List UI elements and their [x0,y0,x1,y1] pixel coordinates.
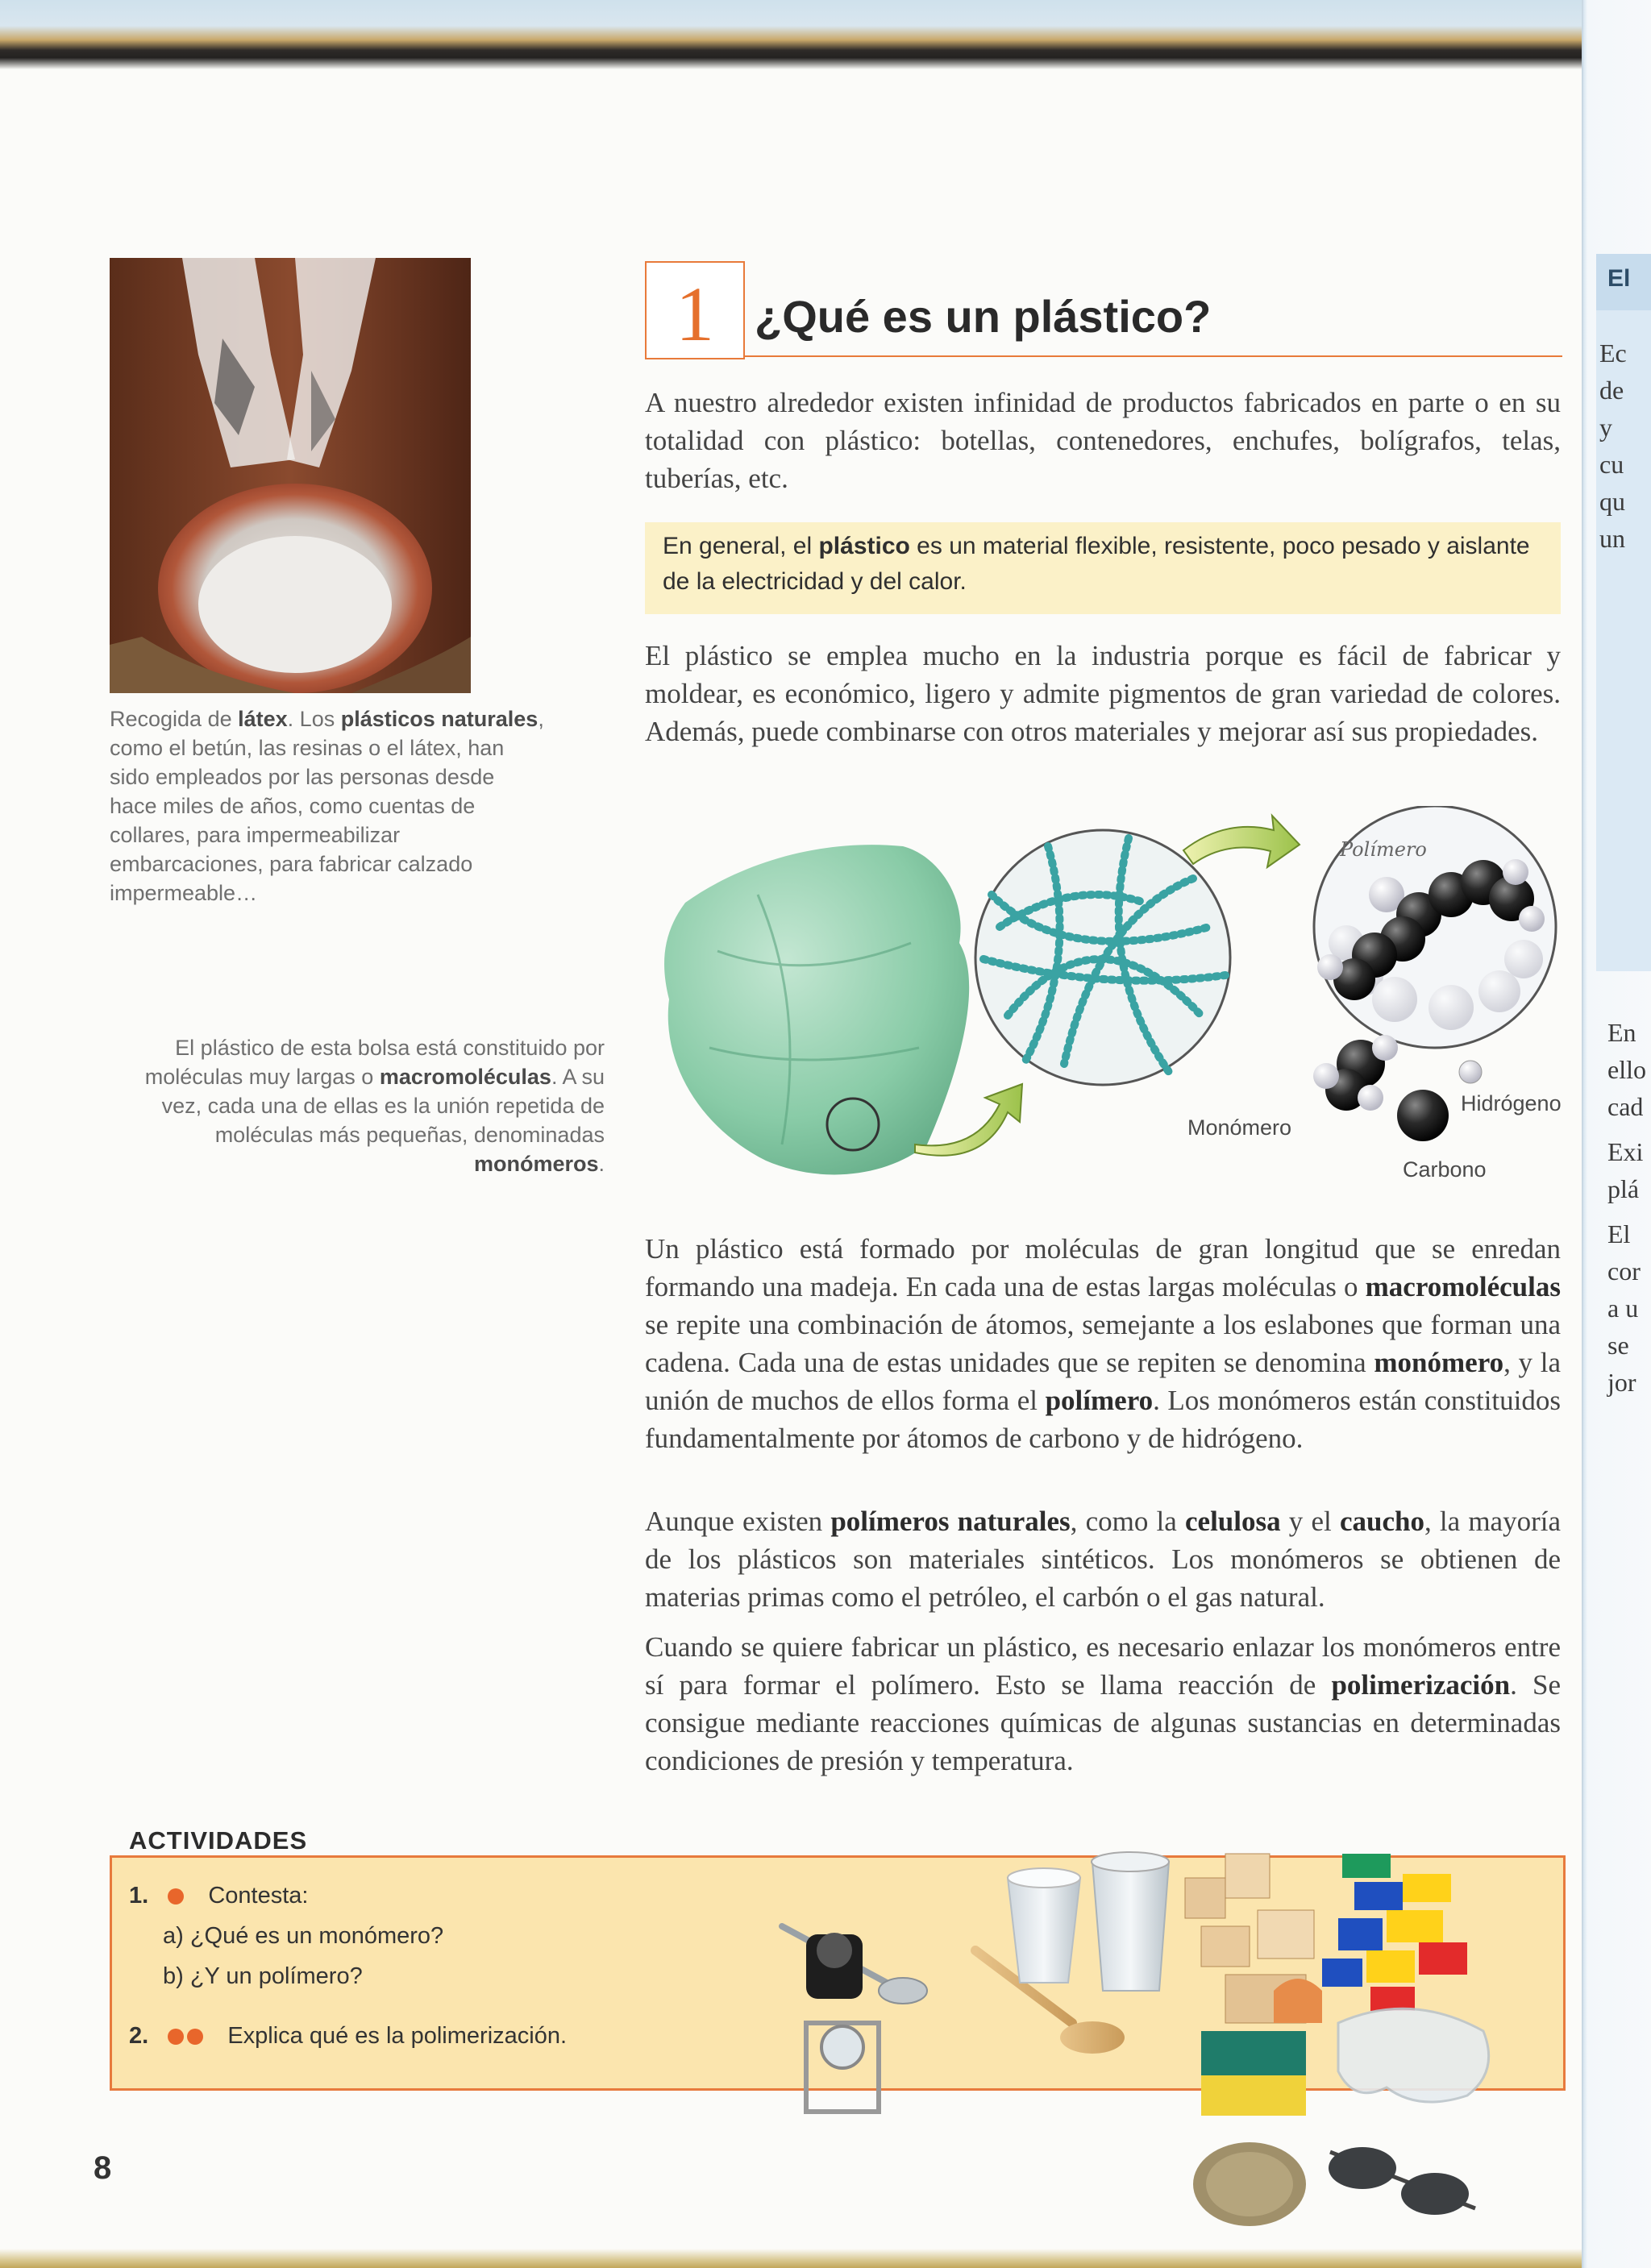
facing-page-text [1607,1014,1646,1401]
paragraph-part: se repite una combinación de átomos, semejante a los eslabones que forman una cadena. Cada una de estas unidades que se repiten se denomina [645,1309,1561,1378]
paragraph-bold: polímeros naturales [830,1506,1071,1537]
facing-heading-text: El [1607,265,1631,292]
facing-line: se [1607,1331,1629,1360]
facing-line: En [1607,1018,1636,1047]
caption-text: , como el betún, las resinas o el látex, han sido empleados por las personas desde hace miles de años, como cuentas de collares, para impermeabilizar embarcaciones, para fabricar calzado impermeable… [110,707,544,905]
polymer-illustration [645,806,1572,1201]
paragraph-bold: caucho [1339,1506,1424,1537]
scan-top-edge [0,0,1651,64]
paragraph-part: Cuando se quiere fabricar un plástico, es necesario enlazar los monómeros entre sí para formar el polímero. Esto se llama reacción de [645,1631,1561,1701]
caption-bold: macromoléculas [379,1065,551,1089]
facing-page-heading [1596,254,1651,310]
facing-box-line: un [1599,524,1625,553]
heading-rule [743,355,1562,357]
natural-polymers-paragraph [645,1502,1561,1616]
scan-top-shadow [0,58,1651,69]
scan-bottom-edge [0,2249,1651,2268]
section-number-box [645,261,745,359]
paragraph-bold: macromoléculas [1365,1271,1561,1302]
plastic-objects-photo [774,1830,1540,2233]
paragraph-part: . Los monómeros están constituidos fundamentalmente por átomos de carbono y de hidrógeno. [645,1385,1561,1454]
paragraph-bold: celulosa [1185,1506,1281,1537]
activity-1a: a) ¿Qué es un monómero? [163,1923,444,1949]
difficulty-dot-icon [168,2029,184,2045]
bag-caption [137,1033,605,1178]
page-number: 8 [94,2150,112,2186]
caption-text: El plástico de esta bolsa está constituido por moléculas muy largas o [144,1036,605,1089]
monomer-label: Monómero [1187,1115,1292,1140]
paragraph-part: Un plástico está formado por moléculas de gran longitud que se enredan formando una madeja. En cada una de estas largas moléculas o [645,1233,1561,1302]
caption-bold: plásticos naturales [340,707,539,731]
intro-paragraph: A nuestro alrededor existen infinidad de productos fabricados en parte o en su totalidad con plástico: botellas, contenedores, enchufes, bolígrafos, telas, tuberías, etc. [645,387,1561,494]
paragraph-part: Aunque existen [645,1506,831,1537]
facing-line: El [1607,1219,1631,1248]
paragraph-part: , la mayoría de los plásticos son materiales sintéticos. Los monómeros se obtienen de materias primas como el petróleo, el carbón o el gas natural. [645,1506,1561,1613]
facing-box-line: cu [1599,450,1624,479]
caption-text: . [598,1152,605,1176]
handwritten-note: Polímero [1340,838,1427,861]
paragraph-part: , y la unión de muchos de ellos forma el [645,1347,1562,1416]
polymerization-paragraph [645,1628,1561,1780]
hydrogen-atom [1459,1061,1482,1083]
facing-line: jor [1607,1368,1636,1397]
facing-line: cor [1607,1257,1641,1286]
activity-1b: b) ¿Y un polímero? [163,1963,363,1989]
facing-page-box [1596,254,1651,971]
paragraph-bold: polímero [1045,1385,1154,1416]
latex-caption [110,704,545,908]
paragraph-part: . Se consigue mediante reacciones químicas de algunas sustancias en determinadas condiciones de presión y temperatura. [645,1669,1562,1776]
caption-text: . Los [287,707,341,731]
activities-title: ACTIVIDADES [129,1826,308,1855]
facing-box-line: Ec [1599,339,1627,368]
facing-line: cad [1607,1092,1644,1121]
difficulty-dot-icon [187,2029,203,2045]
facing-box-line: de [1599,376,1624,405]
caption-text: . A su vez, cada una de ellas es la unión repetida de moléculas más pequeñas, denominadas [161,1065,605,1147]
section-title: ¿Qué es un plástico? [755,291,1212,342]
activity-label: Explica qué es la polimerización. [227,2023,568,2049]
definition-part: En general, el [663,533,819,559]
polymer-paragraph [645,1230,1561,1457]
paragraph-part: , como la [1070,1506,1185,1537]
activity-2 [129,2023,567,2050]
carbon-atom [1397,1090,1449,1141]
activity-number: 1. [129,1883,149,1909]
hydrogen-label: Hidrógeno [1461,1091,1562,1115]
facing-box-line: qu [1599,487,1625,516]
facing-box-line: y [1599,413,1612,442]
definition-bold: plástico [818,533,910,559]
carbon-label: Carbono [1403,1157,1487,1182]
definition-text [663,529,1557,600]
caption-text: Recogida de [110,707,239,731]
activity-1 [129,1883,308,1909]
facing-line: plá [1607,1174,1640,1203]
caption-bold: látex [238,707,288,731]
difficulty-dot-icon [168,1888,184,1905]
activity-number: 2. [129,2023,149,2049]
section-number: 1 [676,271,714,357]
paragraph-bold: polimerización [1331,1669,1511,1701]
paragraph-part: y el [1280,1506,1340,1537]
facing-line: a u [1607,1294,1639,1323]
caption-bold: monómeros [473,1152,599,1176]
activity-label: Contesta: [208,1883,309,1909]
facing-line: Exi [1607,1137,1644,1166]
paragraph-bold: monómero [1374,1347,1504,1378]
latex-photo [110,258,471,693]
definition-part: es un material flexible, resistente, poco pesado y aislante de la electricidad y del calor. [663,533,1530,595]
arrow-icon [1183,816,1300,867]
plastic-bag [664,845,969,1174]
industry-paragraph: El plástico se emplea mucho en la industria porque es fácil de fabricar y moldear, es económico, ligero y admite pigmentos de gran variedad de colores. Además, puede combinarse con otros materiales y mejorar así sus propiedades. [645,640,1561,747]
facing-line: ello [1607,1055,1646,1084]
